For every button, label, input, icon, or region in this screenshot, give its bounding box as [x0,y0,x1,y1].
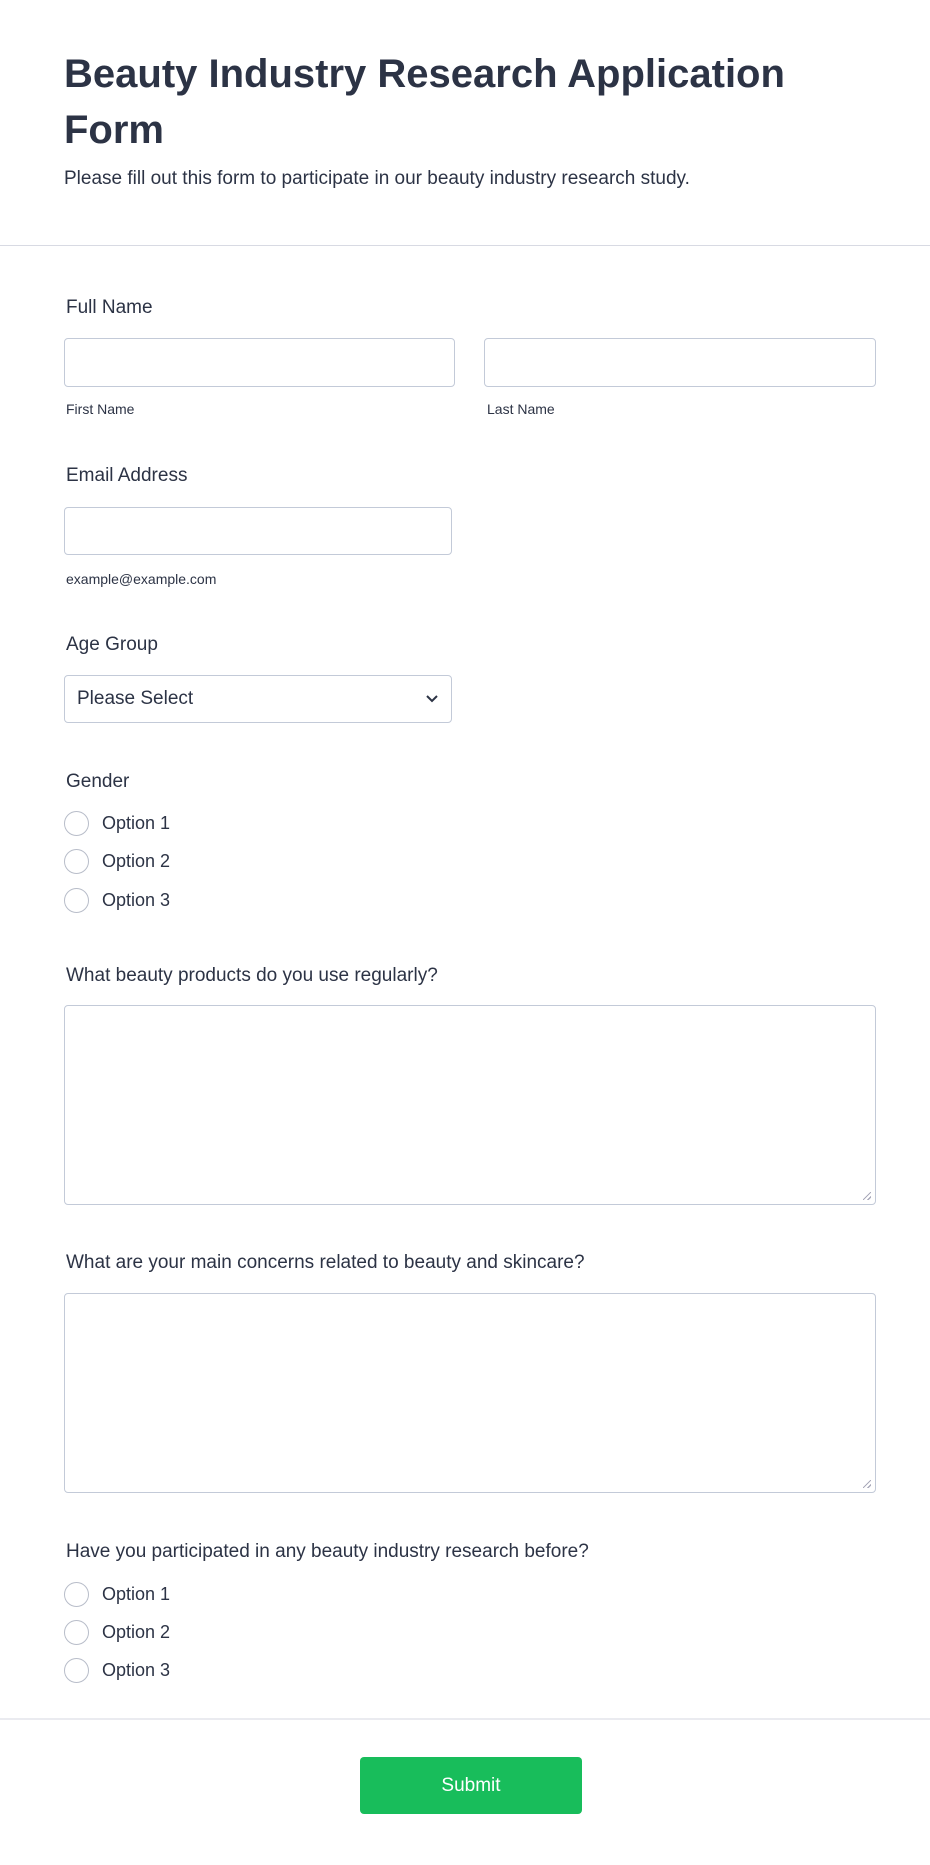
age-group-select[interactable] [64,675,452,723]
first-name-sublabel: First Name [66,401,135,417]
email-label: Email Address [66,465,188,486]
last-name-sublabel: Last Name [487,401,555,417]
participated-option-1[interactable]: Option 1 [64,1582,170,1607]
participated-option-2[interactable]: Option 2 [64,1620,170,1645]
products-textarea[interactable] [64,1005,876,1205]
resize-handle-icon[interactable] [863,1480,871,1488]
footer-divider [0,1718,930,1720]
age-group-selected: Please Select [77,688,194,709]
gender-label: Gender [66,771,130,792]
concerns-label: What are your main concerns related to beauty and skincare? [66,1252,585,1273]
email-sublabel: example@example.com [66,571,217,587]
last-name-input[interactable] [484,338,876,387]
products-label: What beauty products do you use regularly? [66,965,438,986]
radio-circle-icon[interactable] [64,1582,89,1607]
submit-button[interactable]: Submit [360,1757,582,1814]
full-name-label: Full Name [66,297,153,318]
radio-circle-icon[interactable] [64,811,89,836]
first-name-input[interactable] [64,338,455,387]
page-subtitle: Please fill out this form to participate in our beauty industry research study. [64,168,690,189]
resize-handle-icon[interactable] [863,1192,871,1200]
header-divider [0,245,930,246]
participated-option-3[interactable]: Option 3 [64,1658,170,1683]
participated-label: Have you participated in any beauty industry research before? [66,1541,589,1562]
concerns-textarea[interactable] [64,1293,876,1493]
gender-option-3[interactable]: Option 3 [64,888,170,913]
age-group-label: Age Group [66,634,158,655]
email-input[interactable] [64,507,452,555]
radio-circle-icon[interactable] [64,888,89,913]
page-title: Beauty Industry Research Application Form [64,52,785,152]
radio-circle-icon[interactable] [64,849,89,874]
radio-circle-icon[interactable] [64,1620,89,1645]
radio-circle-icon[interactable] [64,1658,89,1683]
gender-option-1[interactable]: Option 1 [64,811,170,836]
gender-option-2[interactable]: Option 2 [64,849,170,874]
chevron-down-icon [425,694,439,704]
